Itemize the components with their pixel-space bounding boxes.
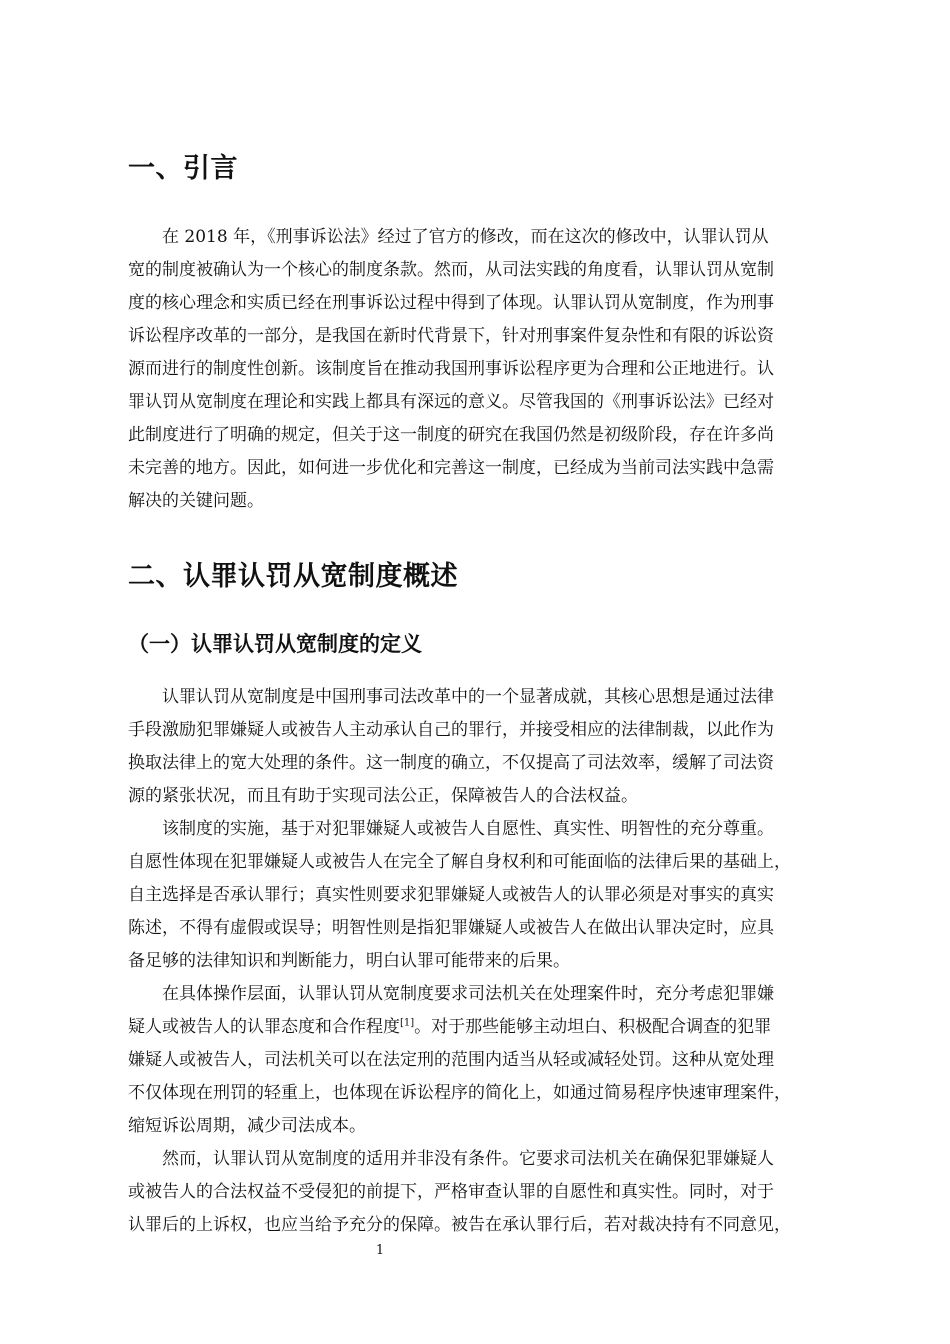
definition-paragraph-1: 认罪认罚从宽制度是中国刑事司法改革中的一个显著成就，其核心思想是通过法律 手段激励犯罪嫌疑人或被告人主动承认自己的罪行，并接受相应的法律制裁，以此作为 换取法律上的宽大处理的条件。这一制度的确立，不仅提高了司法效率，缓解了司法资 源的紧张状况，而且有助于实现司法公正，保障被告人的合法权益。 — [128, 687, 774, 806]
intro-paragraph: 在 2018 年，《刑事诉讼法》经过了官方的修改，而在这次的修改中，认罪认罚从 宽的制度被确认为一个核心的制度条款。然而，从司法实践的角度看，认罪认罚从宽制 度的核心理念和实质已经在刑事诉讼过程中得到了体现。认罪认罚从宽制度，作为刑事 诉讼程序改革的一部分，是我国在新时代背景下，针对刑事案件复杂性和有限的诉讼资 源而进行的制度性创新。该制度旨在推动我国刑事诉讼程序更为合理和公正地进行。认 罪认罚从宽制度在理论和实践上都具有深远的意义。尽管我国的《刑事诉讼法》已经对 此制度进行了明确的规定，但关于这一制度的研究在我国仍然是初级阶段，存在许多尚 未完善的地方。因此，如何进一步优化和完善这一制度，已经成为当前司法实践中急需 解决的关键问题。 — [128, 227, 774, 511]
definition-paragraph-2: 该制度的实施，基于对犯罪嫌疑人或被告人自愿性、真实性、明智性的充分尊重。 自愿性体现在犯罪嫌疑人或被告人在完全了解自身权利和可能面临的法律后果的基础上， 自主选择是否承认罪行；真实性则要求犯罪嫌疑人或被告人的认罪必须是对事实的真实 陈述，不得有虚假或误导；明智性则是指犯罪嫌疑人或被告人在做出认罪决定时，应具 备足够的法律知识和判断能力，明白认罪可能带来的后果。 — [128, 819, 791, 971]
section-heading-introduction: 一、引言 — [128, 153, 238, 184]
section-heading-overview: 二、认罪认罚从宽制度概述 — [128, 561, 458, 592]
definition-paragraph-3: 在具体操作层面，认罪认罚从宽制度要求司法机关在处理案件时，充分考虑犯罪嫌 疑人或被告人的认罪态度和合作程度[1]。对于那些能够主动坦白、积极配合调查的犯罪 嫌疑人或被告人，司法机关可以在法定刑的范围内适当从轻或减轻处罚。这种从宽处理 不仅体现在刑罚的轻重上，也体现在诉讼程序的简化上，如通过简易程序快速审理案件， 缩短诉讼周期，减少司法成本。 — [128, 978, 868, 1143]
citation-reference: [1] — [400, 1017, 415, 1029]
definition-paragraph-4: 然而，认罪认罚从宽制度的适用并非没有条件。它要求司法机关在确保犯罪嫌疑人 或被告人的合法权益不受侵犯的前提下，严格审查认罪的自愿性和真实性。同时，对于 认罪后的上诉权，也应当给予充分的保障。被告在承认罪行后，若对裁决持有不同意见， — [128, 1149, 791, 1235]
line-with-citation: 疑人或被告人的认罪态度和合作程度[1]。对于那些能够主动坦白、积极配合调查的犯罪 — [128, 1017, 772, 1037]
page-number: 1 — [375, 1243, 385, 1258]
subsection-heading-definition: （一）认罪认罚从宽制度的定义 — [128, 632, 422, 656]
